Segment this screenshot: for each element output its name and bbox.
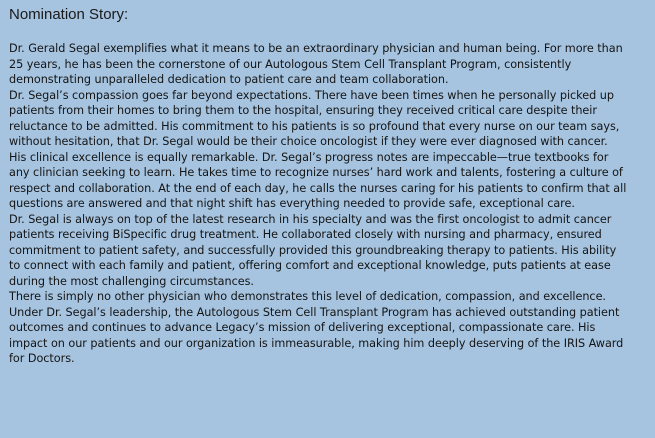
story-line: demonstrating unparalleled dedication to patient care and team collaboration. (9, 73, 449, 86)
story-line: reluctance to be admitted. His commitment to his patients is so profound that every nurse on our team says, (9, 119, 620, 133)
story-line: respect and collaboration. At the end of each day, he calls the nurses caring for his patients to confirm that all (9, 181, 627, 195)
story-line: There is simply no other physician who demonstrates this level of dedication, compassion, and excellence. (9, 290, 606, 303)
story-line: Dr. Segal’s compassion goes far beyond expectations. There have been times when he personally picked up (9, 88, 614, 102)
section-heading: Nomination Story: (9, 6, 129, 23)
story-line: during the most challenging circumstances. (9, 274, 254, 288)
story-line: questions are answered and that night shift has everything needed to provide safe, exceptional care. (9, 197, 575, 210)
story-line: impact on our patients and our organization is immeasurable, making him deeply deserving of the IRIS Award (9, 336, 624, 350)
story-line: any clinician seeking to learn. He takes time to recognize nurses’ hard work and talents, fostering a culture of (9, 166, 623, 179)
story-line: Dr. Gerald Segal exemplifies what it means to be an extraordinary physician and human being. For more than (9, 42, 623, 55)
nomination-story-text (9, 41, 655, 367)
story-line: commitment to patient safety, and successfully provided this groundbreaking therapy to patients. His ability (9, 243, 617, 257)
story-line: Under Dr. Segal’s leadership, the Autologous Stem Cell Transplant Program has achieved outstanding patient (9, 305, 620, 319)
story-line: for Doctors. (9, 352, 75, 365)
story-line: outcomes and continues to advance Legacy’s mission of delivering exceptional, compassionate care. His (9, 321, 596, 334)
story-line: patients receiving BiSpecific drug treatment. He collaborated closely with nursing and pharmacy, ensured (9, 228, 602, 241)
story-line: His clinical excellence is equally remarkable. Dr. Segal’s progress notes are impeccable—true textbooks for (9, 150, 609, 164)
story-line: to connect with each family and patient, offering comfort and exceptional knowledge, puts patients at ease (9, 259, 611, 272)
story-line: 25 years, he has been the cornerstone of our Autologous Stem Cell Transplant Program, consistently (9, 57, 572, 71)
story-line: Dr. Segal is always on top of the latest research in his specialty and was the first oncologist to admit cancer (9, 212, 612, 226)
story-line: without hesitation, that Dr. Segal would be their choice oncologist if they were ever diagnosed with cancer. (9, 135, 608, 148)
story-line: patients from their homes to bring them to the hospital, ensuring they received critical care despite their (9, 104, 597, 117)
